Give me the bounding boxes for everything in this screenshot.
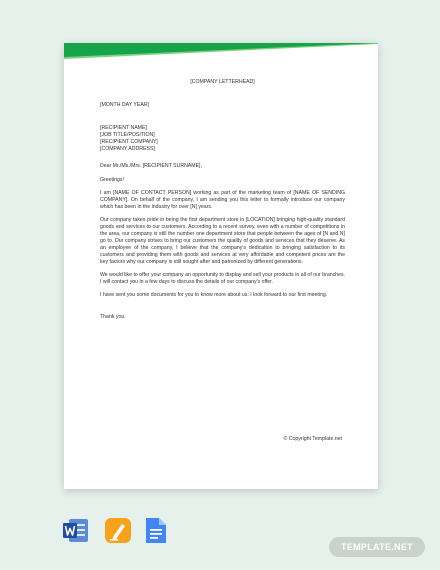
- closing: Thank you.: [100, 313, 126, 320]
- green-header-banner: [64, 43, 378, 65]
- greeting: Greetings!: [100, 176, 124, 183]
- recipient-line: [RECIPIENT NAME]: [100, 125, 147, 132]
- paragraph: I am [NAME OF CONTACT PERSON] working as part of the marketing team of [NAME OF SENDING COMPANY]. On behalf of the company, I am sending you this letter to formally introduce our company which has been in the industry for over [N] years.: [100, 189, 345, 210]
- recipient-block: [100, 125, 345, 153]
- recipient-line: [JOB TITLE/POSITION]: [100, 132, 155, 139]
- paragraph: Our company takes pride in being the first department store in [LOCATION] bringing high-quality standard goods and services to our customers. According to a recent survey, even with a number of competitions in the area, our company is still the number one department store that people between the ages of [N and N] go to. Our company strives to bring our customers the quality of goods and services that they deserve. As an employee of the company, I believe that the company's dedication to bringing satisfaction to its customers and providing them with goods and services at very affordable and competent prices are the key factors why our company is still sought after and patronized by different generations.: [100, 216, 345, 265]
- paragraph: I have sent you some documents for you to know more about us. I look forward to our first meeting.: [100, 292, 328, 299]
- copyright-text: © Copyright Template.net: [283, 436, 342, 442]
- pages-icon[interactable]: [104, 517, 132, 544]
- company-letterhead: [COMPANY LETTERHEAD]: [190, 79, 255, 85]
- recipient-line: [RECIPIENT COMPANY]: [100, 139, 158, 146]
- google-docs-icon[interactable]: [145, 517, 167, 544]
- word-icon[interactable]: [62, 517, 90, 544]
- letter-page: [64, 43, 378, 489]
- letter-body: [100, 79, 345, 327]
- letter-date: [MONTH DAY YEAR]: [100, 102, 150, 109]
- template-net-logo[interactable]: TEMPLATE.NET: [329, 537, 425, 557]
- recipient-line: [COMPANY ADDRESS]: [100, 146, 155, 153]
- paragraph: We would like to offer your company an opportunity to display and sell your products in all of our branches. I will contact you in a few days to discuss the details of our company's offer.: [100, 272, 345, 286]
- salutation: Dear Mr./Ms./Mrs. [RECIPIENT SURNAME],: [100, 163, 202, 170]
